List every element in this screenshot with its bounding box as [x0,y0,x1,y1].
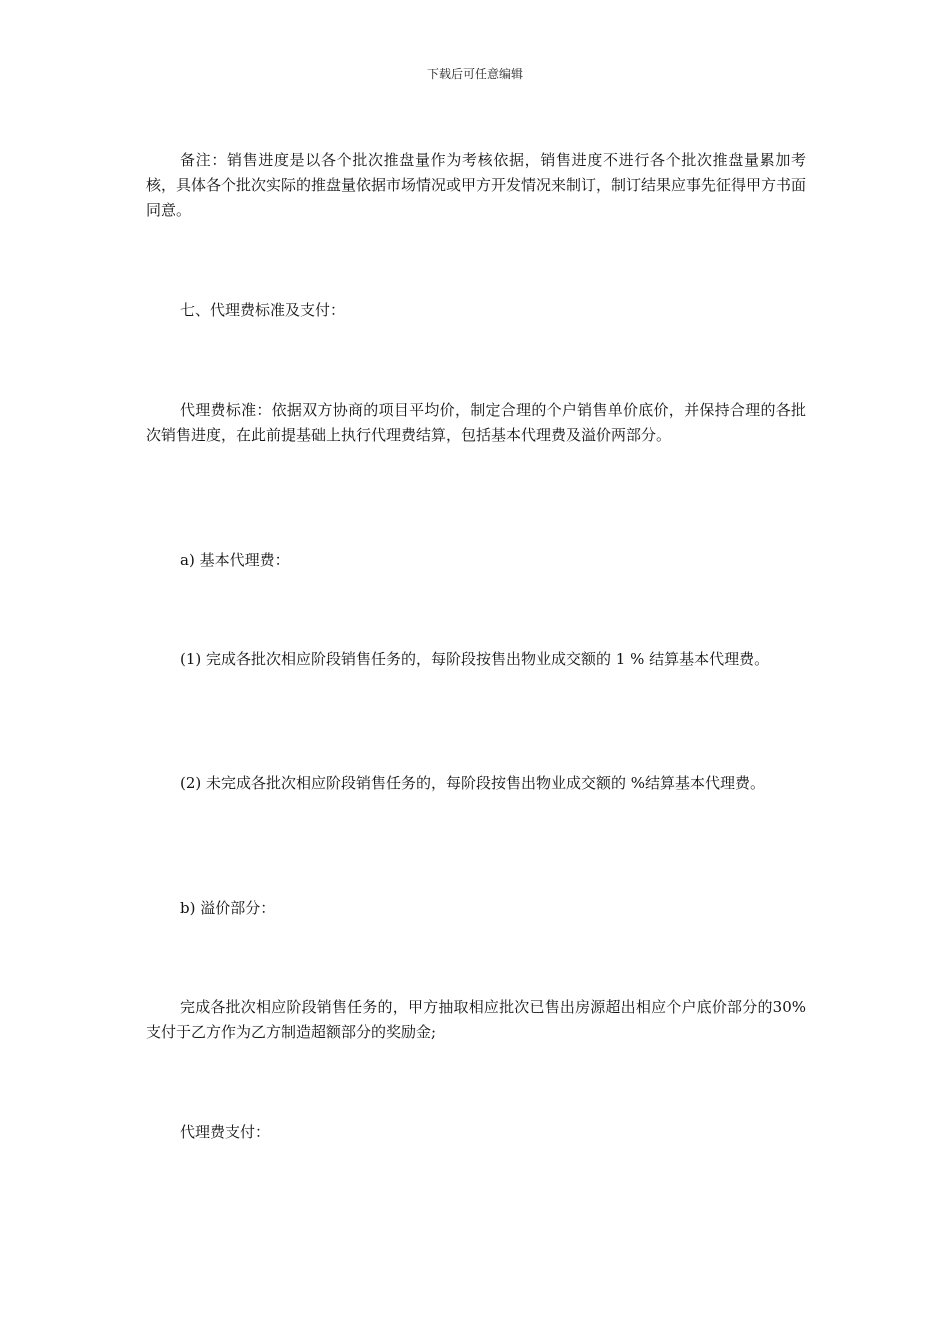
agency-fee-payment-heading: 代理费支付： [180,1123,271,1141]
basic-fee-item-1: (1) 完成各批次相应阶段销售任务的，每阶段按售出物业成交额的 1 % 结算基本代理费。 [180,650,770,668]
premium-paragraph: 完成各批次相应阶段销售任务的，甲方抽取相应批次已售出房源超出相应个户底价部分的30%支付于乙方作为乙方制造超额部分的奖励金; [146,998,806,1041]
subsection-premium: b) 溢价部分： [180,899,276,917]
agency-fee-standard-paragraph: 代理费标准：依据双方协商的项目平均价，制定合理的个户销售单价底价，并保持合理的各批次销售进度，在此前提基础上执行代理费结算，包括基本代理费及溢价两部分。 [146,401,806,444]
section-heading-agency-fee: 七、代理费标准及支付： [180,301,346,319]
note-paragraph: 备注：销售进度是以各个批次推盘量作为考核依据，销售进度不进行各个批次推盘量累加考核，具体各个批次实际的推盘量依据市场情况或甲方开发情况来制订，制订结果应事先征得甲方书面同意。 [146,151,807,219]
subsection-basic-fee: a) 基本代理费： [180,551,290,569]
page-header: 下载后可任意编辑 [426,67,523,81]
basic-fee-item-2: (2) 未完成各批次相应阶段销售任务的，每阶段按售出物业成交额的 %结算基本代理费。 [180,774,766,792]
